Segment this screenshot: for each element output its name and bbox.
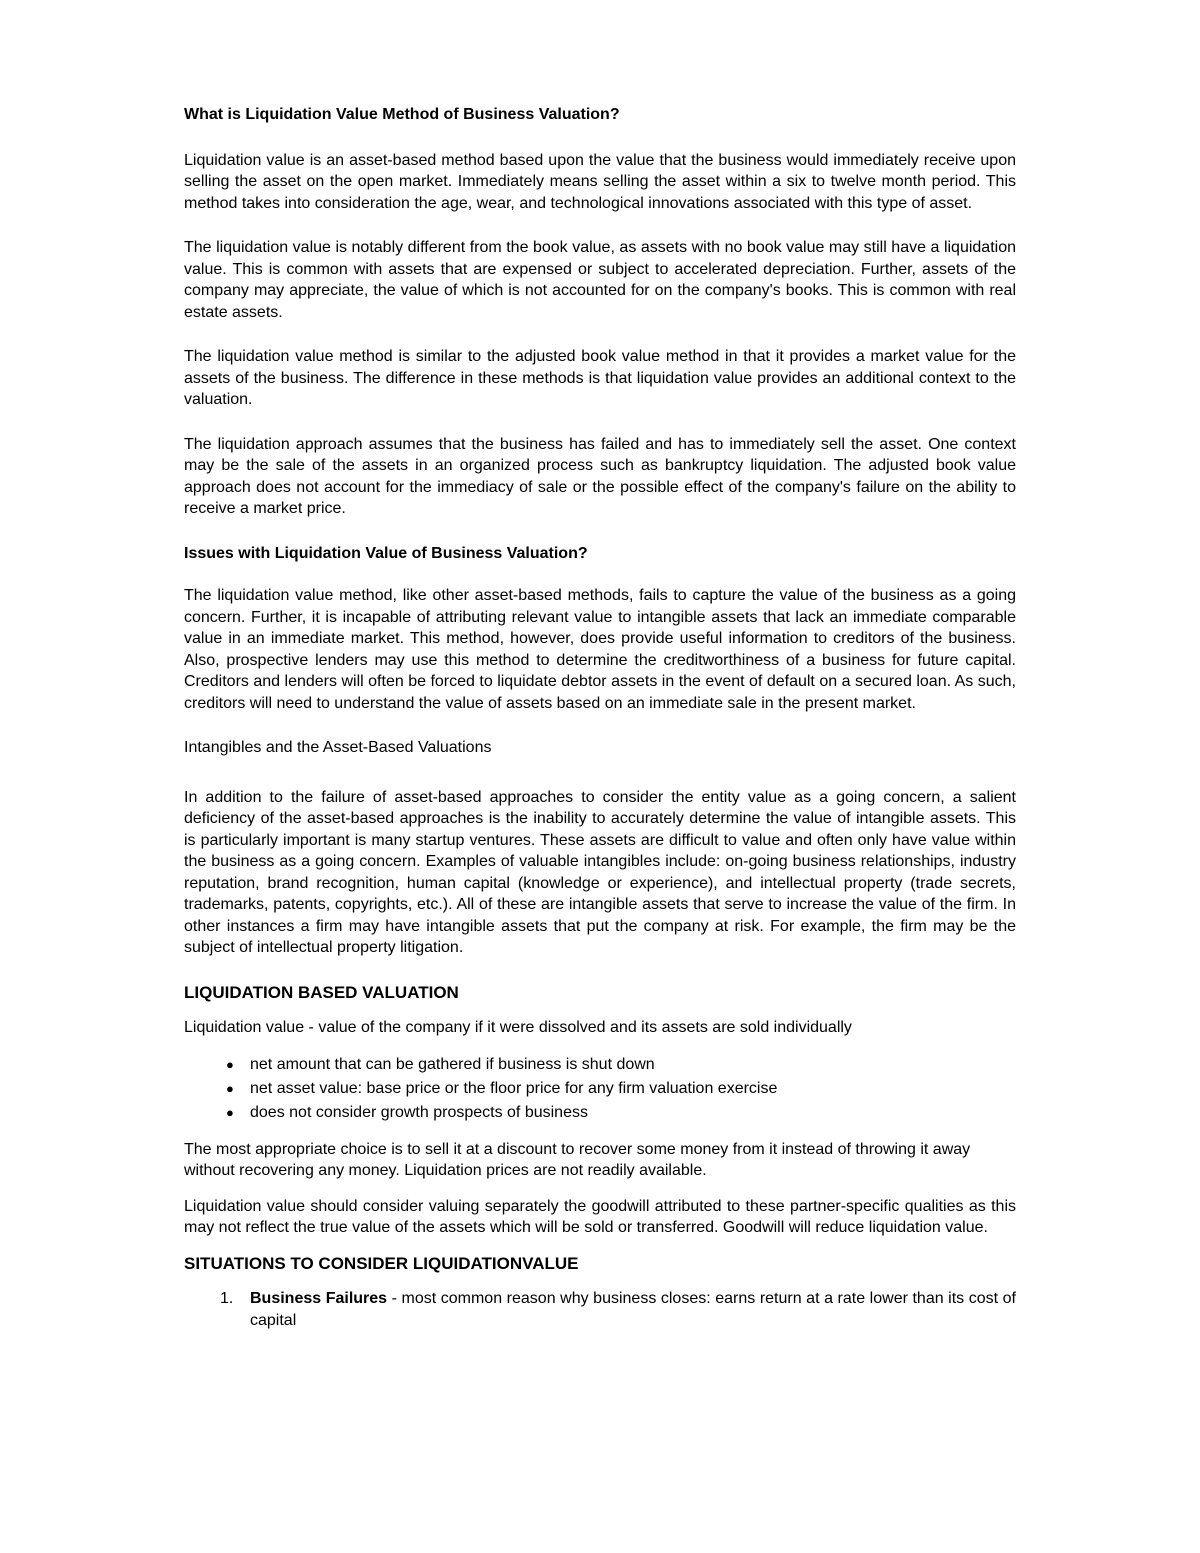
- list-item: [184, 1101, 1016, 1125]
- paragraph-intangibles: In addition to the failure of asset-based approaches to consider the entity value as a going concern, a salient deficiency of the asset-based approaches is the inability to accurately determine the value of intangible assets. This is particularly important is many startup ventures. These assets are difficult to value and often only have value within the business as a going concern. Examples of valuable intangibles include: on-going business relationships, industry reputation, brand recognition, human capital (knowledge or experience), and intellectual property (trade secrets, trademarks, patents, copyrights, etc.). All of these are intangible assets that serve to increase the value of the firm. In other instances a firm may have intangible assets that put the company at risk. For example, the firm may be the subject of intellectual property litigation.: [184, 788, 1016, 956]
- bullet-list: [184, 1053, 1016, 1125]
- list-item-text: - most common reason why business closes: earns return at a rate lower than its cost of capital: [250, 1290, 1016, 1329]
- list-item: [184, 1077, 1016, 1101]
- heading-liquidation-based-valuation: LIQUIDATION BASED VALUATION: [184, 982, 459, 1002]
- document-body: [184, 104, 1016, 1331]
- subheading-intangibles: Intangibles and the Asset-Based Valuations: [184, 739, 492, 756]
- paragraph-liquidation-value-definition: Liquidation value - value of the company if it were dissolved and its assets are sold individually: [184, 1019, 852, 1036]
- paragraph-sell-at-discount: The most appropriate choice is to sell it at a discount to recover some money from it instead of throwing it away without recovering any money. Liquidation prices are not readily available.: [184, 1140, 971, 1179]
- paragraph-issues: The liquidation value method, like other asset-based methods, fails to capture the value of the business as a going concern. Further, it is incapable of attributing relevant value to intangible assets that lack an immediate comparable value in an immediate market. This method, however, does provide useful information to creditors of the business. Also, prospective lenders may use this method to determine the creditworthiness of a business for future capital. Creditors and lenders will often be forced to liquidate debtor assets in the event of default on a secured loan. As such, creditors will need to understand the value of assets based on an immediate sale in the present market.: [184, 587, 1016, 712]
- paragraph-liquidation-approach: The liquidation approach assumes that the business has failed and has to immediately sell the asset. One context may be the sale of the assets in an organized process such as bankruptcy liquidation. The adjusted book value approach does not account for the immediacy of sale or the possible effect of the company's failure on the ability to receive a market price.: [184, 435, 1016, 517]
- bullet-icon: ●: [226, 1056, 234, 1072]
- paragraph-adjusted-book-value: The liquidation value method is similar to the adjusted book value method in that it provides a market value for the assets of the business. The difference in these methods is that liquidation value provides an additional context to the valuation.: [184, 348, 1016, 408]
- paragraph-liquidation-definition: Liquidation value is an asset-based method based upon the value that the business would immediately receive upon selling the asset on the open market. Immediately means selling the asset within a six to twelve month period. This method takes into consideration the age, wear, and technological innovations associated with this type of asset.: [184, 151, 1016, 212]
- heading-issues-liquidation-value: Issues with Liquidation Value of Business Valuation?: [184, 544, 588, 562]
- paragraph-goodwill: Liquidation value should consider valuing separately the goodwill attributed to these partner-specific qualities as this may not reflect the true value of the assets which will be sold or transferred. Goodwill will reduce liquidation value.: [184, 1197, 1016, 1236]
- list-item: [184, 1288, 1016, 1331]
- list-item-number: 1.: [220, 1290, 234, 1307]
- list-item-text: does not consider growth prospects of business: [250, 1103, 588, 1121]
- list-item-term: Business Failures: [250, 1290, 388, 1307]
- heading-situations-liquidation-value: SITUATIONS TO CONSIDER LIQUIDATIONVALUE: [184, 1253, 579, 1273]
- heading-liquidation-value-method: What is Liquidation Value Method of Business Valuation?: [184, 106, 620, 123]
- list-item-text: net amount that can be gathered if business is shut down: [250, 1055, 655, 1073]
- bullet-icon: ●: [226, 1104, 234, 1120]
- list-item-text: net asset value: base price or the floor price for any firm valuation exercise: [250, 1079, 778, 1097]
- paragraph-book-value-difference: The liquidation value is notably different from the book value, as assets with no book value may still have a liquidation value. This is common with assets that are expensed or subject to accelerated depreciation. Further, assets of the company may appreciate, the value of which is not accounted for on the company's books. This is common with real estate assets.: [184, 239, 1016, 321]
- numbered-list: [184, 1288, 1016, 1331]
- list-item: [184, 1053, 1016, 1077]
- bullet-icon: ●: [226, 1080, 234, 1096]
